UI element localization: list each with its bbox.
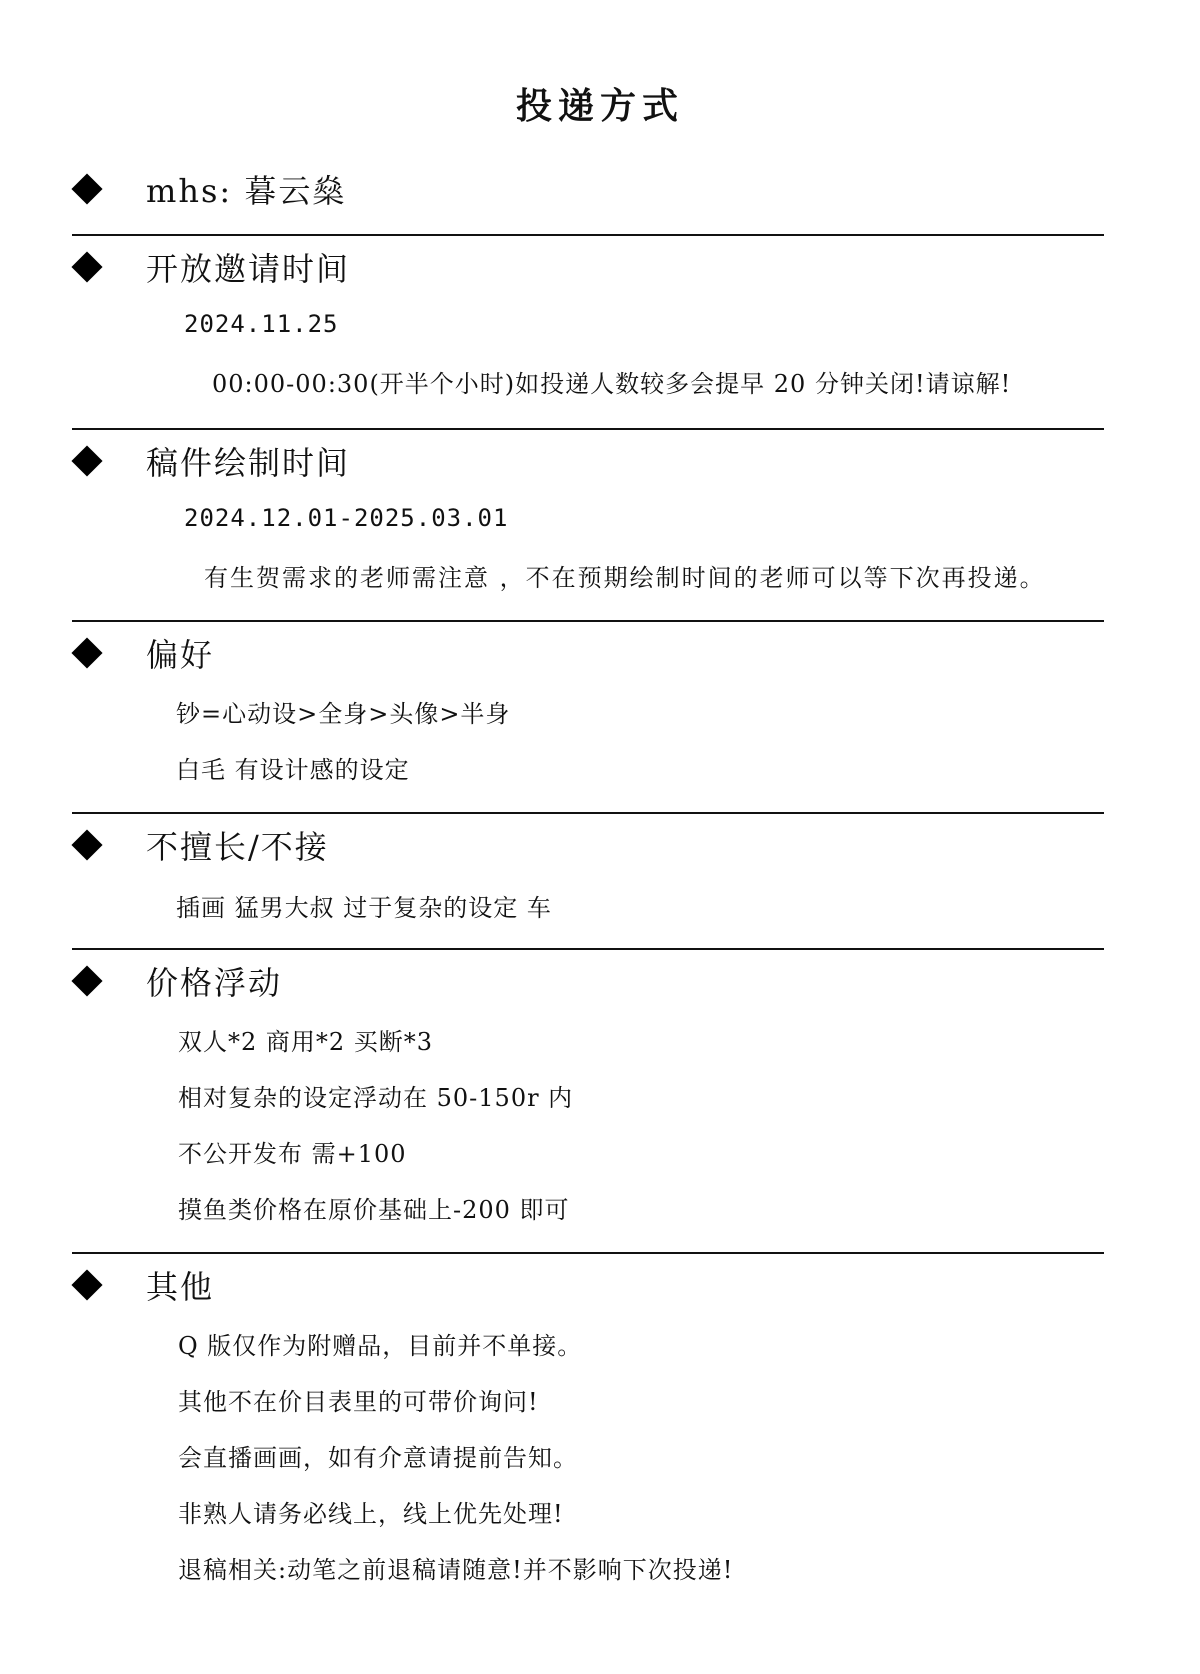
section-heading: 其他 [146, 1268, 215, 1306]
section-heading-row [76, 1262, 214, 1308]
diamond-bullet-icon [71, 965, 102, 996]
divider [72, 234, 1104, 236]
section-heading: 不擅长/不接 [146, 828, 329, 866]
section-line: 2024.12.01-2025.03.01 [184, 504, 509, 532]
divider [72, 812, 1104, 814]
section-heading: 稿件绘制时间 [146, 444, 351, 482]
page-title: 投递方式 [515, 85, 684, 127]
section-heading-row [76, 438, 350, 484]
mhs-row [76, 166, 346, 212]
section-heading-row [76, 630, 214, 676]
section-heading: 价格浮动 [146, 964, 283, 1002]
section-heading-row [76, 958, 282, 1004]
section-line: 退稿相关:动笔之前退稿请随意!并不影响下次投递! [178, 1556, 734, 1584]
section-line: 钞=心动设>全身>头像>半身 [176, 700, 511, 728]
diamond-bullet-icon [71, 1269, 102, 1300]
section-line: 双人*2 商用*2 买断*3 [178, 1028, 434, 1056]
divider [72, 428, 1104, 430]
divider [72, 620, 1104, 622]
diamond-bullet-icon [71, 637, 102, 668]
diamond-bullet-icon [71, 445, 102, 476]
section-line: 有生贺需求的老师需注意 ，不在预期绘制时间的老师可以等下次再投递。 [204, 564, 1046, 592]
section-line: 相对复杂的设定浮动在 50-150r 内 [178, 1084, 574, 1112]
divider [72, 1252, 1104, 1254]
section-line: 白毛 有设计感的设定 [176, 756, 410, 784]
section-line: Q 版仅作为附赠品，目前并不单接。 [178, 1332, 583, 1360]
diamond-bullet-icon [71, 829, 102, 860]
section-line: 非熟人请务必线上，线上优先处理! [178, 1500, 564, 1528]
section-line: 不公开发布 需+100 [178, 1140, 407, 1168]
section-line: 其他不在价目表里的可带价询问! [178, 1388, 539, 1416]
section-line: 插画 猛男大叔 过于复杂的设定 车 [176, 894, 552, 922]
divider [72, 948, 1104, 950]
section-line: 会直播画画，如有介意请提前告知。 [178, 1444, 578, 1472]
section-line: 00:00-00:30(开半个小时)如投递人数较多会提早 20 分钟关闭!请谅解! [212, 370, 1012, 398]
section-line: 2024.11.25 [184, 310, 339, 338]
mhs-label: mhs: 暮云燊 [146, 172, 347, 210]
section-heading: 偏好 [146, 636, 215, 674]
section-heading: 开放邀请时间 [146, 250, 351, 288]
section-line: 摸鱼类价格在原价基础上-200 即可 [178, 1196, 570, 1224]
section-heading-row [76, 244, 350, 290]
section-heading-row [76, 822, 329, 868]
diamond-bullet-icon [71, 251, 102, 282]
diamond-bullet-icon [71, 173, 102, 204]
